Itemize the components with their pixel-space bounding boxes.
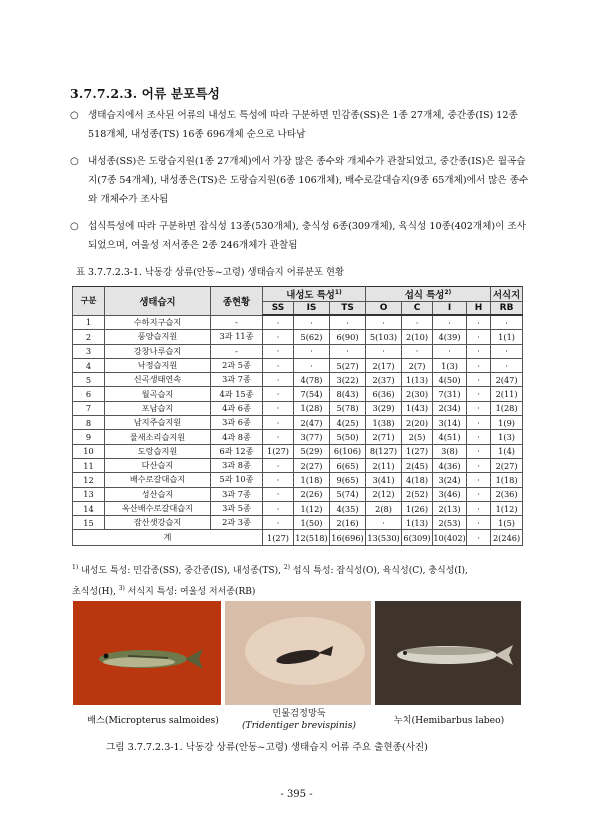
circle-bullet-icon: ○ bbox=[70, 221, 79, 232]
value-cell-rb: 1(12) bbox=[491, 501, 523, 515]
value-cell-i: 3(8) bbox=[433, 444, 467, 458]
value-cell-o: 2(11) bbox=[366, 458, 402, 472]
row-number-cell: 2 bbox=[73, 330, 105, 344]
value-cell-o: 5(103) bbox=[366, 330, 402, 344]
row-number-cell: 14 bbox=[73, 501, 105, 515]
value-cell-ts: 9(65) bbox=[330, 473, 366, 487]
value-cell-c: 2(30) bbox=[402, 387, 433, 401]
table-row bbox=[73, 358, 523, 372]
table-row bbox=[73, 416, 523, 430]
value-cell-h: · bbox=[467, 416, 491, 430]
site-name-cell: 옥산배수로갈대습지 bbox=[105, 501, 211, 515]
footnote-marker: 1) bbox=[72, 564, 79, 571]
value-cell-rb: 2(27) bbox=[491, 458, 523, 472]
value-cell-h: · bbox=[467, 401, 491, 415]
row-number-cell: 11 bbox=[73, 458, 105, 472]
footnote-marker: 3) bbox=[118, 585, 125, 592]
value-cell-h: · bbox=[467, 430, 491, 444]
value-cell-o: 2(71) bbox=[366, 430, 402, 444]
value-cell-o: 2(8) bbox=[366, 501, 402, 515]
footnote-text: 서식지 특성: 여울성 저서종(RB) bbox=[127, 587, 256, 597]
total-cell-o: 13(530) bbox=[366, 530, 402, 546]
table-row bbox=[73, 473, 523, 487]
value-cell-c: · bbox=[402, 315, 433, 330]
subheader-c: C bbox=[402, 302, 433, 316]
total-cell-c: 6(309) bbox=[402, 530, 433, 546]
species-count-cell: - bbox=[211, 315, 263, 330]
value-cell-i: · bbox=[433, 344, 467, 358]
table-row bbox=[73, 516, 523, 530]
value-cell-rb: · bbox=[491, 358, 523, 372]
value-cell-rb: 1(4) bbox=[491, 444, 523, 458]
value-cell-c: 1(13) bbox=[402, 516, 433, 530]
value-cell-rb: 1(5) bbox=[491, 516, 523, 530]
value-cell-rb: 1(1) bbox=[491, 330, 523, 344]
value-cell-is: 2(47) bbox=[294, 416, 330, 430]
value-cell-h: · bbox=[467, 487, 491, 501]
site-name-cell: 도랑습지원 bbox=[105, 444, 211, 458]
species-count-cell: 3과 11종 bbox=[211, 330, 263, 344]
value-cell-ss: · bbox=[263, 501, 294, 515]
value-cell-h: · bbox=[467, 373, 491, 387]
total-cell-i: 10(402) bbox=[433, 530, 467, 546]
value-cell-i: 4(39) bbox=[433, 330, 467, 344]
species-count-cell: 5과 10종 bbox=[211, 473, 263, 487]
goby-caption-korean: 민물검정망둑 bbox=[272, 708, 326, 719]
value-cell-is: · bbox=[294, 344, 330, 358]
header-trophic bbox=[366, 287, 491, 302]
total-cell-ts: 16(696) bbox=[330, 530, 366, 546]
row-number-cell: 10 bbox=[73, 444, 105, 458]
value-cell-is: · bbox=[294, 358, 330, 372]
value-cell-ss: · bbox=[263, 330, 294, 344]
value-cell-c: 1(13) bbox=[402, 373, 433, 387]
value-cell-ss: · bbox=[263, 516, 294, 530]
value-cell-ts: 6(90) bbox=[330, 330, 366, 344]
row-number-cell: 5 bbox=[73, 373, 105, 387]
footnote-marker: 2) bbox=[444, 288, 452, 296]
goby-caption-scientific: (Tridentiger brevispinis) bbox=[241, 720, 357, 731]
value-cell-ts: · bbox=[330, 315, 366, 330]
table-row bbox=[73, 458, 523, 472]
row-number-cell: 3 bbox=[73, 344, 105, 358]
value-cell-i: 2(53) bbox=[433, 516, 467, 530]
subheader-is: IS bbox=[294, 302, 330, 316]
subheader-i: I bbox=[433, 302, 467, 316]
bullet-text: 생태습지에서 조사된 어류의 내성도 특성에 따라 구분하면 민감종(SS)은 1종 27개체, 중간종(IS) 12종 518개체, 내성종(TS) 16종 696개체 순으로 나타남 bbox=[88, 110, 518, 140]
value-cell-o: 1(38) bbox=[366, 416, 402, 430]
header-site: 생태습지 bbox=[105, 287, 211, 316]
page-number: - 395 - bbox=[280, 789, 313, 800]
value-cell-ss: · bbox=[263, 358, 294, 372]
goby-fish-icon bbox=[225, 601, 371, 705]
species-count-cell: - bbox=[211, 344, 263, 358]
subheader-ts: TS bbox=[330, 302, 366, 316]
value-cell-h: · bbox=[467, 358, 491, 372]
figure-caption: 그림 3.7.7.2.3-1. 낙동강 상류(안동~고령) 생태습지 어류 주요 출현종(사진) bbox=[106, 742, 428, 753]
value-cell-h: · bbox=[467, 458, 491, 472]
value-cell-ss: · bbox=[263, 373, 294, 387]
value-cell-c: 1(43) bbox=[402, 401, 433, 415]
value-cell-ts: 5(74) bbox=[330, 487, 366, 501]
table-row bbox=[73, 330, 523, 344]
value-cell-c: 2(7) bbox=[402, 358, 433, 372]
value-cell-c: 2(10) bbox=[402, 330, 433, 344]
section-heading: 3.7.7.2.3. 어류 분포특성 bbox=[70, 86, 221, 101]
bullet-item bbox=[70, 217, 532, 255]
bullet-item bbox=[70, 152, 532, 209]
value-cell-is: 5(29) bbox=[294, 444, 330, 458]
value-cell-o: 6(36) bbox=[366, 387, 402, 401]
species-count-cell: 3과 7종 bbox=[211, 373, 263, 387]
bass-caption: 배스(Micropterus salmoides) bbox=[87, 715, 219, 726]
footnote-text: 섭식 특성: 잡식성(O), 육식성(C), 충식성(I), bbox=[292, 566, 468, 576]
value-cell-rb: 1(3) bbox=[491, 430, 523, 444]
value-cell-i: 3(24) bbox=[433, 473, 467, 487]
total-cell-is: 12(518) bbox=[294, 530, 330, 546]
total-label-cell: 계 bbox=[73, 530, 263, 546]
header-species: 종현황 bbox=[211, 287, 263, 316]
value-cell-h: · bbox=[467, 330, 491, 344]
value-cell-ss: · bbox=[263, 487, 294, 501]
value-cell-is: 5(62) bbox=[294, 330, 330, 344]
value-cell-o: 8(127) bbox=[366, 444, 402, 458]
value-cell-ss: · bbox=[263, 416, 294, 430]
species-count-cell: 3과 6종 bbox=[211, 416, 263, 430]
bullet-text: 내성종(SS)은 도랑습지원(1종 27개체)에서 가장 많은 종수와 개체수가 관찰되었고, 중간종(IS)은 월곡습지(7종 54개체), 내성종은(TS)은 도랑습지원(6종 106개체), 배수로갈대습지(9종 65개체)에서 많은 종수와 개체수가 조사됨 bbox=[88, 156, 529, 205]
value-cell-ts: 5(50) bbox=[330, 430, 366, 444]
table-body bbox=[73, 315, 523, 546]
value-cell-rb: 2(36) bbox=[491, 487, 523, 501]
bass-fish-icon bbox=[73, 601, 221, 705]
subheader-o: O bbox=[366, 302, 402, 316]
value-cell-c: 2(5) bbox=[402, 430, 433, 444]
site-name-cell: 다산습지 bbox=[105, 458, 211, 472]
value-cell-h: · bbox=[467, 516, 491, 530]
row-number-cell: 9 bbox=[73, 430, 105, 444]
value-cell-o: 2(12) bbox=[366, 487, 402, 501]
bullet-item bbox=[70, 106, 532, 144]
table-row bbox=[73, 315, 523, 330]
value-cell-i: 4(36) bbox=[433, 458, 467, 472]
table-footnote bbox=[72, 559, 527, 601]
value-cell-is: 2(26) bbox=[294, 487, 330, 501]
species-count-cell: 2과 3종 bbox=[211, 516, 263, 530]
subheader-ss: SS bbox=[263, 302, 294, 316]
bullet-list bbox=[70, 106, 532, 263]
value-cell-is: 1(18) bbox=[294, 473, 330, 487]
value-cell-ss: · bbox=[263, 387, 294, 401]
value-cell-ts: 6(65) bbox=[330, 458, 366, 472]
table-caption: 표 3.7.7.2.3-1. 낙동강 상류(안동~고령) 생태습지 어류분포 현황 bbox=[76, 267, 345, 278]
value-cell-c: 4(18) bbox=[402, 473, 433, 487]
table-row bbox=[73, 344, 523, 358]
value-cell-rb: 2(11) bbox=[491, 387, 523, 401]
value-cell-rb: 1(9) bbox=[491, 416, 523, 430]
barbel-fish-icon bbox=[375, 601, 521, 705]
row-number-cell: 1 bbox=[73, 315, 105, 330]
value-cell-ts: 3(22) bbox=[330, 373, 366, 387]
row-number-cell: 13 bbox=[73, 487, 105, 501]
value-cell-i: 2(34) bbox=[433, 401, 467, 415]
species-count-cell: 3과 8종 bbox=[211, 458, 263, 472]
value-cell-h: · bbox=[467, 473, 491, 487]
value-cell-o: 3(29) bbox=[366, 401, 402, 415]
goby-caption bbox=[226, 708, 372, 732]
value-cell-i: · bbox=[433, 315, 467, 330]
table-row bbox=[73, 444, 523, 458]
species-count-cell: 2과 5종 bbox=[211, 358, 263, 372]
value-cell-c: 2(20) bbox=[402, 416, 433, 430]
site-name-cell: 강창나루습지 bbox=[105, 344, 211, 358]
value-cell-ts: 5(27) bbox=[330, 358, 366, 372]
table-row bbox=[73, 373, 523, 387]
value-cell-h: · bbox=[467, 501, 491, 515]
circle-bullet-icon: ○ bbox=[70, 110, 79, 121]
subheader-rb: RB bbox=[491, 302, 523, 316]
site-name-cell: 배수로갈대습지 bbox=[105, 473, 211, 487]
value-cell-ts: 4(25) bbox=[330, 416, 366, 430]
value-cell-rb: 2(47) bbox=[491, 373, 523, 387]
species-count-cell: 4과 15종 bbox=[211, 387, 263, 401]
value-cell-o: 3(41) bbox=[366, 473, 402, 487]
subheader-h: H bbox=[467, 302, 491, 316]
row-number-cell: 15 bbox=[73, 516, 105, 530]
bullet-text: 섭식특성에 따라 구분하면 잡식성 13종(530개체), 충식성 6종(309개체), 육식성 10종(402개체)이 조사되었으며, 여울성 저서종은 2종 246개체가 관찰됨 bbox=[88, 221, 527, 251]
footnote-text: 내성도 특성: 민감종(SS), 중간종(IS), 내성종(TS), bbox=[81, 566, 281, 576]
value-cell-ss: · bbox=[263, 473, 294, 487]
value-cell-i: 2(13) bbox=[433, 501, 467, 515]
site-name-cell: 낙정습지원 bbox=[105, 358, 211, 372]
value-cell-is: 3(77) bbox=[294, 430, 330, 444]
value-cell-is: 1(50) bbox=[294, 516, 330, 530]
value-cell-ts: 2(16) bbox=[330, 516, 366, 530]
value-cell-ts: · bbox=[330, 344, 366, 358]
species-count-cell: 4과 6종 bbox=[211, 401, 263, 415]
site-name-cell: 남지주습지원 bbox=[105, 416, 211, 430]
value-cell-ts: 8(43) bbox=[330, 387, 366, 401]
value-cell-ss: · bbox=[263, 344, 294, 358]
header-tolerance bbox=[263, 287, 366, 302]
site-name-cell: 포남습지 bbox=[105, 401, 211, 415]
value-cell-ts: 5(78) bbox=[330, 401, 366, 415]
value-cell-o: · bbox=[366, 516, 402, 530]
total-cell-ss: 1(27) bbox=[263, 530, 294, 546]
value-cell-o: 2(17) bbox=[366, 358, 402, 372]
value-cell-is: 4(78) bbox=[294, 373, 330, 387]
header-habitat: 서식지 bbox=[491, 287, 523, 302]
value-cell-i: 3(46) bbox=[433, 487, 467, 501]
value-cell-ts: 4(35) bbox=[330, 501, 366, 515]
value-cell-ss: 1(27) bbox=[263, 444, 294, 458]
value-cell-is: 1(28) bbox=[294, 401, 330, 415]
table-row bbox=[73, 430, 523, 444]
row-number-cell: 12 bbox=[73, 473, 105, 487]
value-cell-i: 3(14) bbox=[433, 416, 467, 430]
row-number-cell: 7 bbox=[73, 401, 105, 415]
table-row bbox=[73, 401, 523, 415]
total-cell-rb: 2(246) bbox=[491, 530, 523, 546]
value-cell-c: · bbox=[402, 344, 433, 358]
site-name-cell: 신곡생태연속 bbox=[105, 373, 211, 387]
site-name-cell: 수하지구습지 bbox=[105, 315, 211, 330]
value-cell-o: 2(37) bbox=[366, 373, 402, 387]
value-cell-i: 1(3) bbox=[433, 358, 467, 372]
value-cell-c: 2(52) bbox=[402, 487, 433, 501]
value-cell-o: · bbox=[366, 315, 402, 330]
value-cell-c: 1(27) bbox=[402, 444, 433, 458]
value-cell-i: 7(31) bbox=[433, 387, 467, 401]
header-no: 구분 bbox=[73, 287, 105, 316]
site-name-cell: 물새소리습지원 bbox=[105, 430, 211, 444]
goby-photo bbox=[225, 601, 371, 705]
row-number-cell: 8 bbox=[73, 416, 105, 430]
species-count-cell: 4과 8종 bbox=[211, 430, 263, 444]
value-cell-is: 1(12) bbox=[294, 501, 330, 515]
value-cell-ss: · bbox=[263, 458, 294, 472]
value-cell-h: · bbox=[467, 444, 491, 458]
value-cell-ts: 6(106) bbox=[330, 444, 366, 458]
value-cell-c: 1(26) bbox=[402, 501, 433, 515]
value-cell-ss: · bbox=[263, 315, 294, 330]
species-count-cell: 3과 7종 bbox=[211, 487, 263, 501]
footnote-text: 초식성(H), bbox=[72, 587, 116, 597]
value-cell-o: · bbox=[366, 344, 402, 358]
header-trophic-label: 섭식 특성 bbox=[404, 290, 445, 301]
row-number-cell: 4 bbox=[73, 358, 105, 372]
value-cell-rb: 1(28) bbox=[491, 401, 523, 415]
site-name-cell: 성산습지 bbox=[105, 487, 211, 501]
table-row bbox=[73, 501, 523, 515]
value-cell-is: 2(27) bbox=[294, 458, 330, 472]
value-cell-is: · bbox=[294, 315, 330, 330]
species-count-cell: 6과 12종 bbox=[211, 444, 263, 458]
value-cell-i: 4(51) bbox=[433, 430, 467, 444]
value-cell-is: 7(54) bbox=[294, 387, 330, 401]
value-cell-rb: · bbox=[491, 315, 523, 330]
table-row bbox=[73, 387, 523, 401]
value-cell-h: · bbox=[467, 344, 491, 358]
value-cell-h: · bbox=[467, 387, 491, 401]
site-name-cell: 풍양습지원 bbox=[105, 330, 211, 344]
table-total-row bbox=[73, 530, 523, 546]
row-number-cell: 6 bbox=[73, 387, 105, 401]
total-cell-h: · bbox=[467, 530, 491, 546]
site-name-cell: 잠산샛강습지 bbox=[105, 516, 211, 530]
value-cell-i: 4(50) bbox=[433, 373, 467, 387]
species-count-cell: 3과 5종 bbox=[211, 501, 263, 515]
value-cell-rb: 1(18) bbox=[491, 473, 523, 487]
value-cell-ss: · bbox=[263, 401, 294, 415]
table-row bbox=[73, 487, 523, 501]
fish-photos bbox=[72, 601, 522, 711]
footnote-marker: 1) bbox=[334, 288, 342, 296]
footnote-marker: 2) bbox=[283, 564, 290, 571]
value-cell-h: · bbox=[467, 315, 491, 330]
header-tolerance-label: 내성도 특성 bbox=[286, 290, 335, 301]
circle-bullet-icon: ○ bbox=[70, 156, 79, 167]
value-cell-rb: · bbox=[491, 344, 523, 358]
fish-distribution-table bbox=[72, 286, 523, 546]
value-cell-c: 2(45) bbox=[402, 458, 433, 472]
value-cell-ss: · bbox=[263, 430, 294, 444]
barbel-caption: 누치(Hemibarbus labeo) bbox=[393, 715, 505, 726]
site-name-cell: 월곡습지 bbox=[105, 387, 211, 401]
barbel-photo bbox=[375, 601, 521, 705]
bass-photo bbox=[73, 601, 221, 705]
